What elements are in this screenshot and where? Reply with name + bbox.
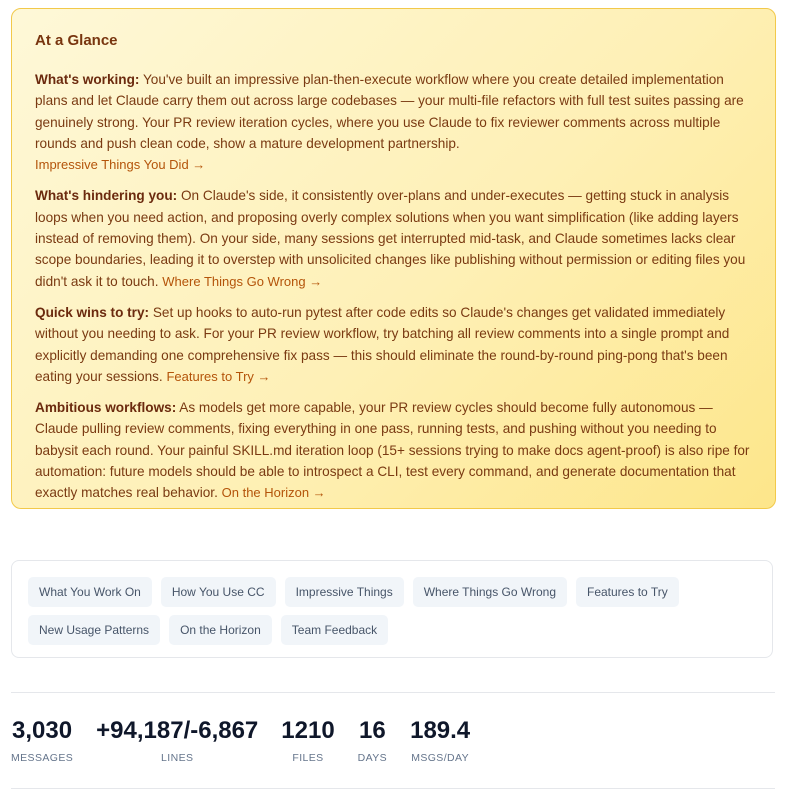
stats-bottom-divider — [11, 788, 775, 789]
nav-chip-impressive-things[interactable]: Impressive Things — [285, 577, 404, 607]
on-the-horizon-link[interactable]: On the Horizon → — [221, 485, 326, 501]
stat-messages-label: MESSAGES — [11, 752, 74, 764]
stat-lines-label: LINES — [161, 752, 194, 764]
nav-chip-how-you-use-cc[interactable]: How You Use CC — [161, 577, 276, 607]
stat-lines-value: +94,187/-6,867 — [96, 717, 259, 744]
impressive-things-link[interactable]: Impressive Things You Did → — [35, 157, 206, 173]
stat-msgs-per-day-value: 189.4 — [410, 717, 471, 744]
stat-msgs-per-day — [410, 716, 470, 765]
stat-msgs-per-day-label: MSGS/DAY — [411, 752, 470, 764]
stats-row — [11, 716, 493, 765]
stat-files — [281, 716, 334, 765]
hindering-paragraph — [35, 185, 753, 291]
at-a-glance-card — [11, 8, 776, 509]
nav-chip-team-feedback[interactable]: Team Feedback — [281, 615, 388, 645]
stat-days — [358, 716, 387, 765]
stat-files-label: FILES — [292, 752, 324, 764]
stat-messages — [11, 716, 73, 765]
stats-top-divider — [11, 692, 775, 693]
quickwins-text: Set up hooks to auto-run pytest after code edits so Claude's changes get validated immediately without you needing to ask. For your PR review workflow, try batching all review comments into a single prompt and explicitly demanding one comprehensive fix pass — this should eliminate the round-by-round ping-pong that's been eating your sessions. — [35, 304, 730, 384]
where-things-go-wrong-link[interactable]: Where Things Go Wrong → — [162, 273, 323, 289]
nav-chip-features-to-try[interactable]: Features to Try — [576, 577, 679, 607]
nav-chip-new-usage-patterns[interactable]: New Usage Patterns — [28, 615, 160, 645]
at-a-glance-title: At a Glance — [35, 32, 118, 49]
hindering-label: What's hindering you: — [35, 188, 178, 204]
section-nav-chips — [28, 577, 756, 645]
ambitious-paragraph — [35, 397, 753, 503]
features-to-try-link[interactable]: Features to Try → — [166, 368, 271, 384]
working-paragraph — [35, 69, 753, 175]
ambitious-text: As models get more capable, your PR review cycles should become fully autonomous — Claude pulling review comments, fixing everything in one pass, running tests, and pushing without you needing to babysit each round. Your painful SKILL.md iteration loop (15+ sessions trying to make docs agent-proof) is also ripe for automation: future models should be able to introspect a CLI, test every command, and generate documentation that exactly matches real behavior. — [35, 400, 750, 501]
quickwins-label: Quick wins to try: — [35, 304, 150, 320]
nav-chip-what-you-work-on[interactable]: What You Work On — [28, 577, 152, 607]
stat-days-label: DAYS — [357, 752, 388, 764]
nav-chip-on-the-horizon[interactable]: On the Horizon — [169, 615, 272, 645]
working-label: What's working: — [35, 72, 140, 87]
stat-files-value: 1210 — [281, 717, 335, 744]
stat-days-value: 16 — [359, 717, 386, 744]
ambitious-label: Ambitious workflows: — [35, 400, 177, 416]
hindering-text: On Claude's side, it consistently over-plans and under-executes — getting stuck in analysis loops when you need action, and proposing overly complex solutions when you want simplification (like adding layers instead of removing them). On your side, many sessions get interrupted mid-task, and Claude sometimes lacks clear scope boundaries, leading it to overstep with unsolicited changes like publishing without permission or editing files you didn't ask it to touch. — [35, 188, 746, 289]
quickwins-paragraph — [35, 302, 753, 387]
nav-chip-where-things-go-wrong[interactable]: Where Things Go Wrong — [413, 577, 567, 607]
stat-lines — [96, 716, 258, 765]
section-nav-card — [11, 560, 773, 658]
stat-messages-value: 3,030 — [12, 717, 73, 744]
working-text: You've built an impressive plan-then-execute workflow where you create detailed implementation plans and let Claude carry them out across large codebases — your multi-file refactors with full test suites passing are genuinely strong. Your PR review iteration cycles, where you use Claude to fix reviewer comments across multiple rounds and push clean code, show a mature development partnership. — [35, 72, 744, 151]
